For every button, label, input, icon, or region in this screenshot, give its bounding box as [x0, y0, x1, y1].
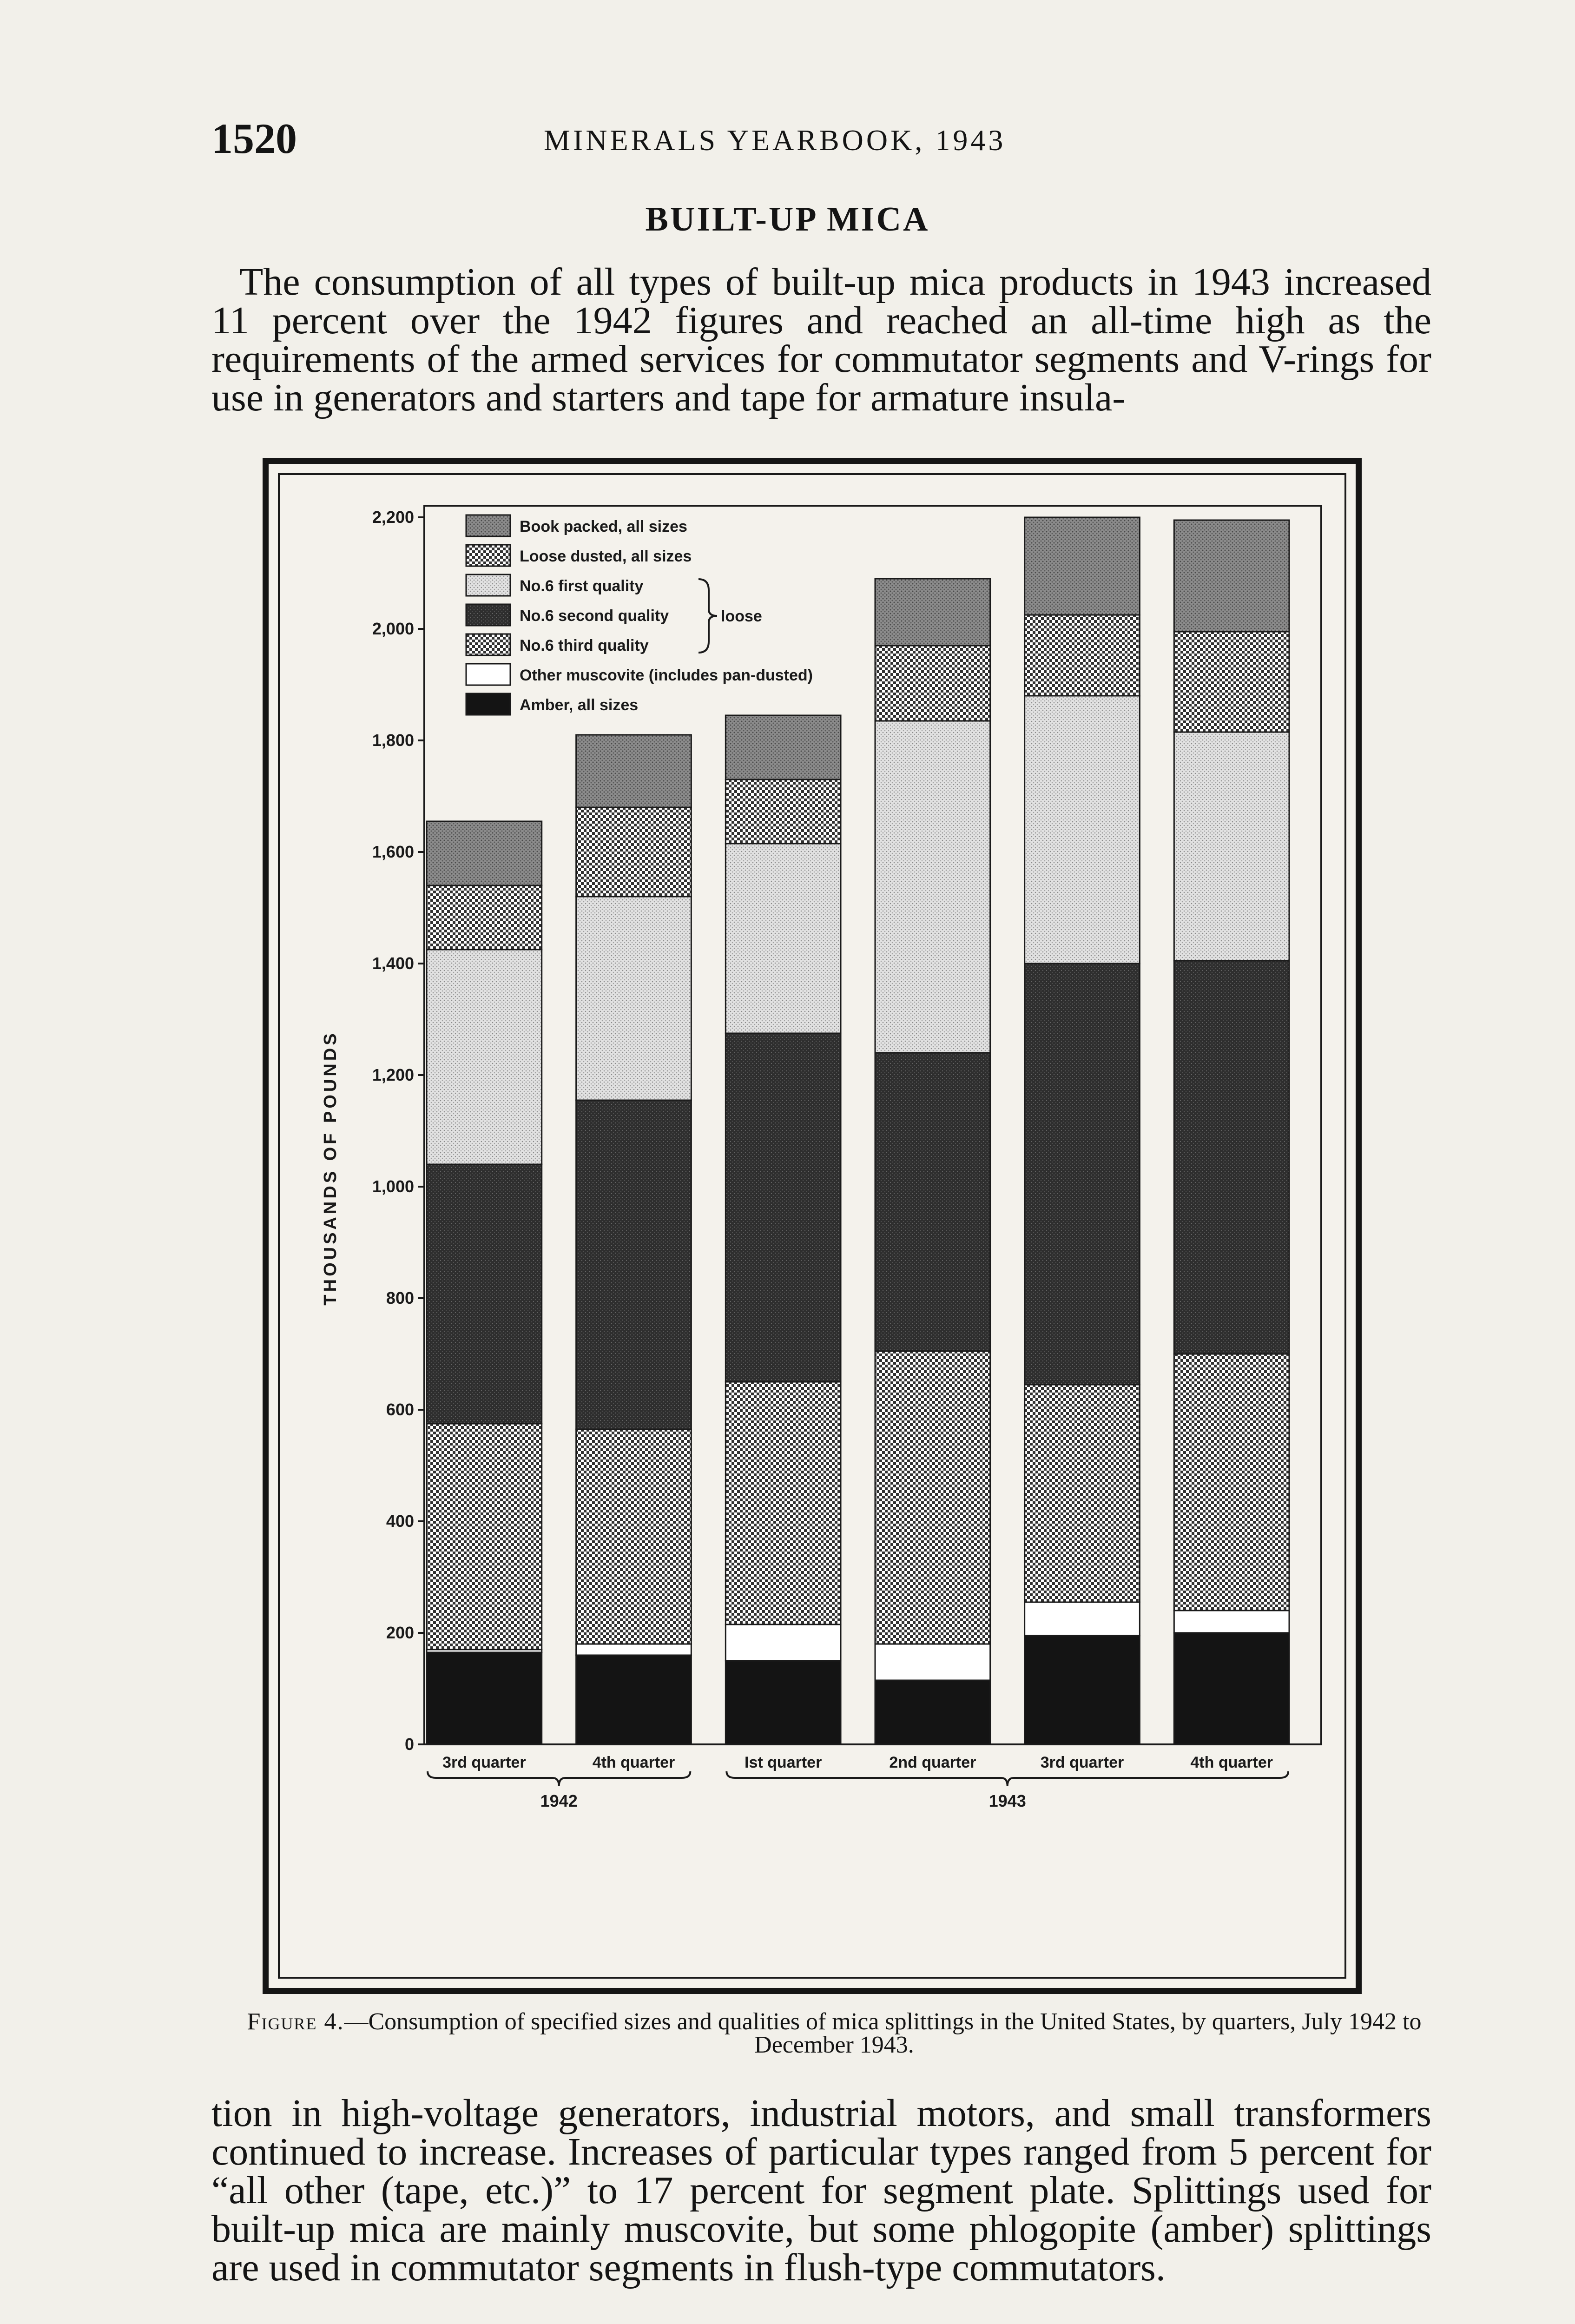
bar-segment [1174, 732, 1289, 961]
bar-segment [576, 807, 692, 897]
y-tick-label: 2,200 [372, 508, 414, 527]
bar-segment [1174, 520, 1289, 632]
legend-bracket [699, 579, 717, 653]
bar-segment [576, 1100, 692, 1429]
bar-segment [1025, 696, 1140, 964]
bar-segment [1174, 1633, 1289, 1744]
legend-swatch [466, 693, 510, 715]
legend-swatch [466, 634, 510, 655]
chart-x-labels [428, 1754, 1288, 1810]
bar-segment [1174, 1354, 1289, 1611]
legend-swatch [466, 604, 510, 626]
y-tick-label: 1,400 [372, 954, 414, 973]
x-tick-label: 3rd quarter [442, 1754, 526, 1771]
chart-legend [466, 515, 813, 715]
y-tick-label: 2,000 [372, 619, 414, 638]
figure-caption-text: —Consumption of specified sizes and qualities of mica splittings in the United States, by quarters, July 1942 to December 1943. [344, 2008, 1422, 2058]
y-tick-label: 1,800 [372, 731, 414, 750]
legend-swatch [466, 545, 510, 566]
stacked-bar-chart [269, 464, 1368, 2000]
bar-segment [1174, 632, 1289, 732]
running-head: MINERALS YEARBOOK, 1943 [544, 124, 1006, 157]
x-tick-label: 3rd quarter [1040, 1754, 1124, 1771]
bar-segment [576, 1429, 692, 1644]
bar-segment [427, 885, 542, 950]
body-paragraph-2: tion in high-voltage generators, industrial motors, and small transformers continued to increase. Increases of particular types ranged from 5 percent for “all other (tape, etc.)” to 17 percent for segment plate. Splittings used for built-up mica are mainly muscovite, but some phlogopite (amber) splittings are used in commutator segments in flush-type commutators. [211, 2092, 1431, 2289]
figure-label: Figure 4. [247, 2008, 344, 2035]
bar-segment [725, 1382, 841, 1624]
bar-segment [1174, 1611, 1289, 1633]
year-group-label: 1943 [988, 1791, 1026, 1810]
legend-label: Other muscovite (includes pan-dusted) [520, 667, 813, 684]
bar-segment [875, 721, 990, 1053]
y-tick-label: 1,000 [372, 1177, 414, 1196]
bar-segment [725, 715, 841, 779]
bar-segment [875, 1644, 990, 1680]
legend-label: Book packed, all sizes [520, 518, 687, 535]
bar-segment [875, 1053, 990, 1351]
y-axis-label: THOUSANDS OF POUNDS [321, 1030, 340, 1306]
x-tick-label: Ist quarter [745, 1754, 822, 1771]
year-group-label: 1942 [540, 1791, 578, 1810]
y-tick-label: 800 [386, 1288, 414, 1307]
bar-segment [1025, 1385, 1140, 1602]
figure-frame [263, 458, 1362, 1994]
bar-segment [725, 844, 841, 1033]
legend-bracket-label: loose [721, 607, 762, 625]
x-tick-label: 4th quarter [1190, 1754, 1273, 1771]
bar-segment [1025, 1602, 1140, 1636]
bar-segment [576, 897, 692, 1100]
legend-label: No.6 first quality [520, 577, 644, 595]
bar-segment [725, 1661, 841, 1744]
legend-label: No.6 second quality [520, 607, 669, 625]
section-title: BUILT-UP MICA [645, 200, 930, 238]
bar-segment [875, 1351, 990, 1644]
figure-caption [218, 2010, 1450, 2057]
y-tick-label: 0 [404, 1735, 414, 1754]
bar-segment [1174, 961, 1289, 1354]
legend-label: Amber, all sizes [520, 696, 639, 714]
page-header [211, 114, 1420, 165]
bar-segment [576, 1655, 692, 1744]
bar-segment [427, 950, 542, 1164]
legend-label: No.6 third quality [520, 637, 649, 654]
bar-segment [1025, 517, 1140, 615]
legend-swatch [466, 574, 510, 596]
bar-segment [725, 1033, 841, 1382]
bar-segment [427, 821, 542, 885]
legend-label: Loose dusted, all sizes [520, 548, 692, 565]
bar-segment [1025, 615, 1140, 696]
y-tick-label: 1,200 [372, 1065, 414, 1084]
y-tick-label: 400 [386, 1512, 414, 1531]
legend-swatch [466, 664, 510, 685]
x-tick-label: 4th quarter [592, 1754, 675, 1771]
y-tick-label: 600 [386, 1400, 414, 1419]
bar-segment [576, 735, 692, 807]
bar-segment [725, 779, 841, 844]
bar-segment [427, 1164, 542, 1424]
bar-segment [875, 646, 990, 721]
y-tick-label: 200 [386, 1623, 414, 1642]
bar-segment [427, 1424, 542, 1650]
bar-segment [576, 1644, 692, 1655]
page-number: 1520 [211, 115, 297, 162]
body-paragraph-1: The consumption of all types of built-up mica products in 1943 increased 11 percent over the 1942 figures and reached an all-time high as the requirements of the armed services for commutator segments and V-rings for use in generators and starters and tape for armature insula- [211, 260, 1431, 419]
year-bracket [726, 1771, 1288, 1786]
x-tick-label: 2nd quarter [889, 1754, 976, 1771]
bar-segment [725, 1624, 841, 1661]
legend-swatch [466, 515, 510, 536]
bar-segment [875, 579, 990, 646]
y-tick-label: 1,600 [372, 842, 414, 861]
bar-segment [1025, 1636, 1140, 1744]
bar-segment [1025, 964, 1140, 1385]
year-bracket [428, 1771, 690, 1786]
bar-segment [427, 1652, 542, 1744]
bar-segment [875, 1680, 990, 1744]
